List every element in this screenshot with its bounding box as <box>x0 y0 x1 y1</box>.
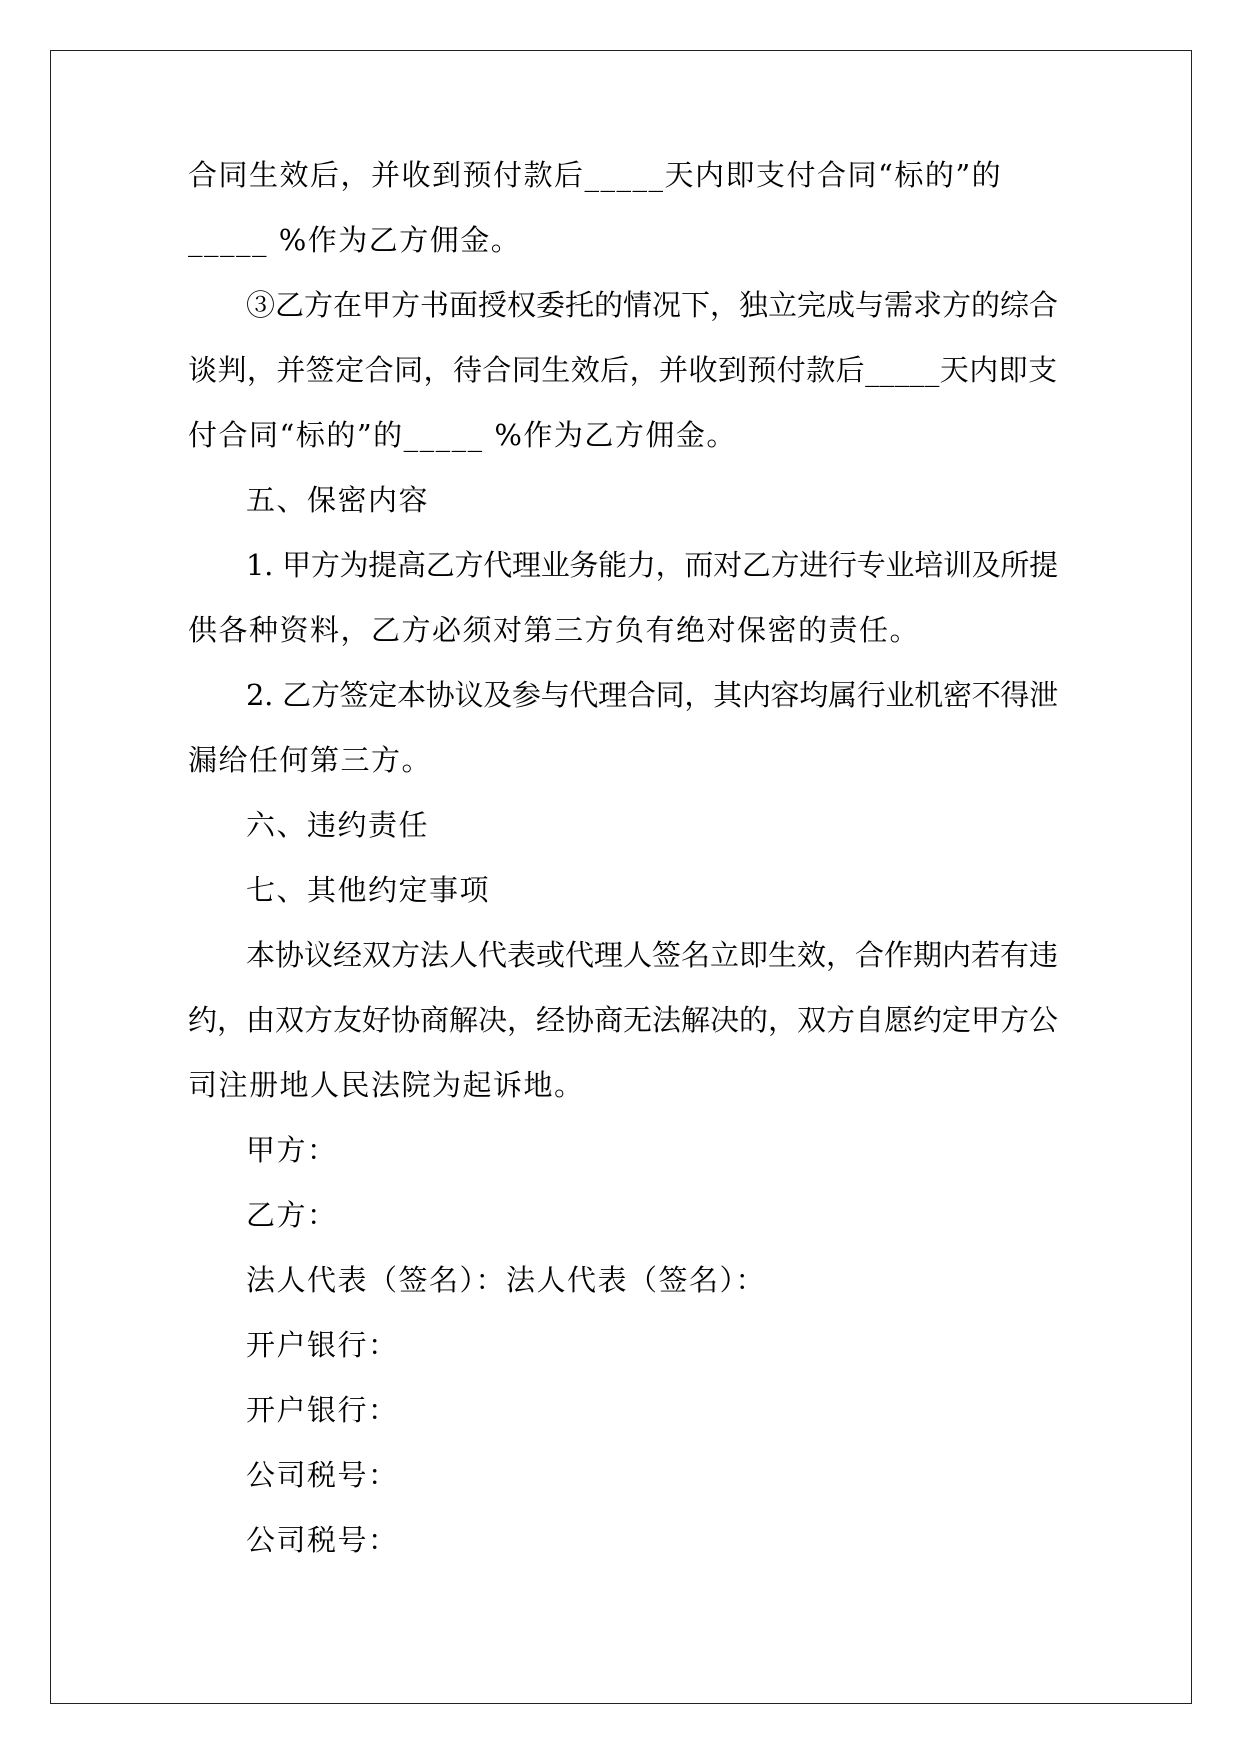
section-heading: 五、保密内容 <box>246 483 430 517</box>
bank-account-label: 开户银行： <box>246 1328 399 1362</box>
paragraph-line: 2. 乙方签定本协议及参与代理合同，其内容均属行业机密不得泄 <box>246 678 1058 712</box>
tax-number-label: 公司税号： <box>246 1458 399 1492</box>
paragraph-line: 付合同“标的”的_____ %作为乙方佣金。 <box>188 418 737 452</box>
tax-number-label: 公司税号： <box>246 1523 399 1557</box>
paragraph-line: 1. 甲方为提高乙方代理业务能力，而对乙方进行专业培训及所提 <box>246 548 1058 582</box>
paragraph-line: 漏给任何第三方。 <box>188 743 433 777</box>
paragraph-line: 司注册地人民法院为起诉地。 <box>188 1068 585 1102</box>
paragraph-line: _____ %作为乙方佣金。 <box>188 223 522 257</box>
party-a-label: 甲方： <box>246 1133 338 1167</box>
legal-representative-label: 法人代表（签名）：法人代表（签名）： <box>246 1263 767 1297</box>
paragraph-line: 谈判，并签定合同，待合同生效后，并收到预付款后_____天内即支 <box>188 353 1058 387</box>
paragraph-line: 合同生效后，并收到预付款后_____天内即支付合同“标的”的 <box>188 158 1003 192</box>
paragraph-line: 约，由双方友好协商解决，经协商无法解决的，双方自愿约定甲方公 <box>188 1003 1059 1037</box>
party-b-label: 乙方： <box>246 1198 338 1232</box>
section-heading: 七、其他约定事项 <box>246 873 491 907</box>
paragraph-line: 供各种资料，乙方必须对第三方负有绝对保密的责任。 <box>188 613 921 647</box>
bank-account-label: 开户银行： <box>246 1393 399 1427</box>
paragraph-line: ③乙方在甲方书面授权委托的情况下，独立完成与需求方的综合 <box>246 288 1059 322</box>
paragraph-line: 本协议经双方法人代表或代理人签名立即生效，合作期内若有违 <box>246 938 1059 972</box>
section-heading: 六、违约责任 <box>246 808 430 842</box>
